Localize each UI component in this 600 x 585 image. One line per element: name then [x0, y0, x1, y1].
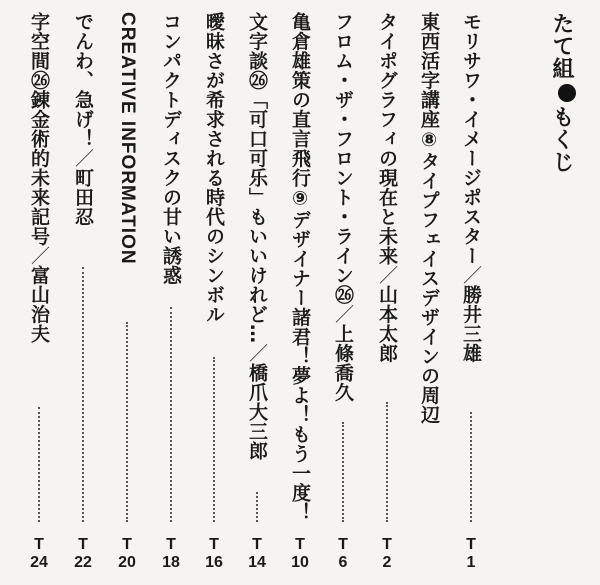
page-reference: T 1	[466, 536, 476, 571]
leader-dots	[386, 402, 390, 522]
entry-author: 町田忍	[72, 168, 94, 227]
entry-title: 字空間㉖錬金術的未来記号	[28, 12, 50, 246]
leader-dots	[256, 492, 260, 522]
toc-entry[interactable]	[242, 12, 272, 572]
toc-entry[interactable]	[328, 12, 358, 572]
page-reference: T 16	[205, 536, 223, 571]
toc-entry[interactable]	[456, 12, 486, 572]
entry-separator: ／	[376, 265, 398, 285]
entry-title: タイポグラフィの現在と未来	[376, 12, 398, 266]
entry-author: 橋爪大三郎	[246, 363, 268, 461]
leader-dots	[126, 322, 130, 522]
page-reference: T 14	[248, 536, 266, 571]
heading-suffix: もくじ	[549, 105, 574, 173]
entry-title: 亀倉雄策の直言飛行⑨デザイナー諸君！夢よ！もう一度！	[289, 12, 311, 522]
entry-author: 富山治夫	[28, 265, 50, 344]
entry-author: 山本太郎	[376, 285, 398, 363]
page-reference: T 20	[118, 536, 136, 571]
page-reference: T 24	[30, 536, 48, 571]
toc-entry[interactable]	[112, 12, 142, 572]
page-reference: T 22	[74, 536, 92, 571]
toc-entry[interactable]	[24, 12, 54, 572]
entry-separator: ／	[28, 246, 50, 266]
entry-title: フロム・ザ・フロント・ライン㉖	[332, 12, 354, 305]
entry-separator: ／	[72, 148, 94, 168]
toc-entry[interactable]	[285, 12, 315, 572]
entry-title: 曖昧さが希求される時代のシンボル	[203, 12, 225, 324]
toc-entry[interactable]	[68, 12, 98, 572]
entry-title: コンパクトディスクの甘い誘惑	[160, 12, 182, 285]
entry-author: 勝井三雄	[460, 285, 482, 363]
entry-title: 文字談㉖「可口可乐」もいいけれど…	[246, 12, 268, 344]
page-reference: T 2	[382, 536, 392, 571]
leader-dots	[38, 407, 42, 522]
page-reference: T 6	[338, 536, 348, 571]
toc-entry[interactable]	[199, 12, 229, 572]
leader-dots	[170, 307, 174, 522]
entry-author: 上條喬久	[332, 324, 354, 402]
entry-separator: ／	[460, 265, 482, 285]
heading-prefix: たて組	[549, 12, 574, 80]
leader-dots	[342, 422, 346, 522]
leader-dots	[470, 412, 474, 522]
toc-entry[interactable]	[372, 12, 402, 572]
entry-separator: ／	[246, 343, 268, 363]
leader-dots	[213, 357, 217, 522]
toc-heading	[546, 12, 576, 572]
entry-title: でんわ、急げ！	[72, 12, 94, 149]
entry-title: モリサワ・イメージポスター	[460, 12, 482, 266]
entry-title: 東西活字講座⑧タイプフェイスデザインの周辺	[418, 12, 440, 425]
entry-title: CREATIVE INFORMATION	[117, 12, 138, 265]
page-reference: T 10	[291, 536, 309, 571]
entry-separator: ／	[332, 304, 354, 324]
black-circle-icon	[558, 84, 576, 102]
toc-entry[interactable]	[156, 12, 186, 572]
page-reference: T 18	[162, 536, 180, 571]
leader-dots	[82, 267, 86, 522]
toc-entry[interactable]	[414, 12, 444, 572]
